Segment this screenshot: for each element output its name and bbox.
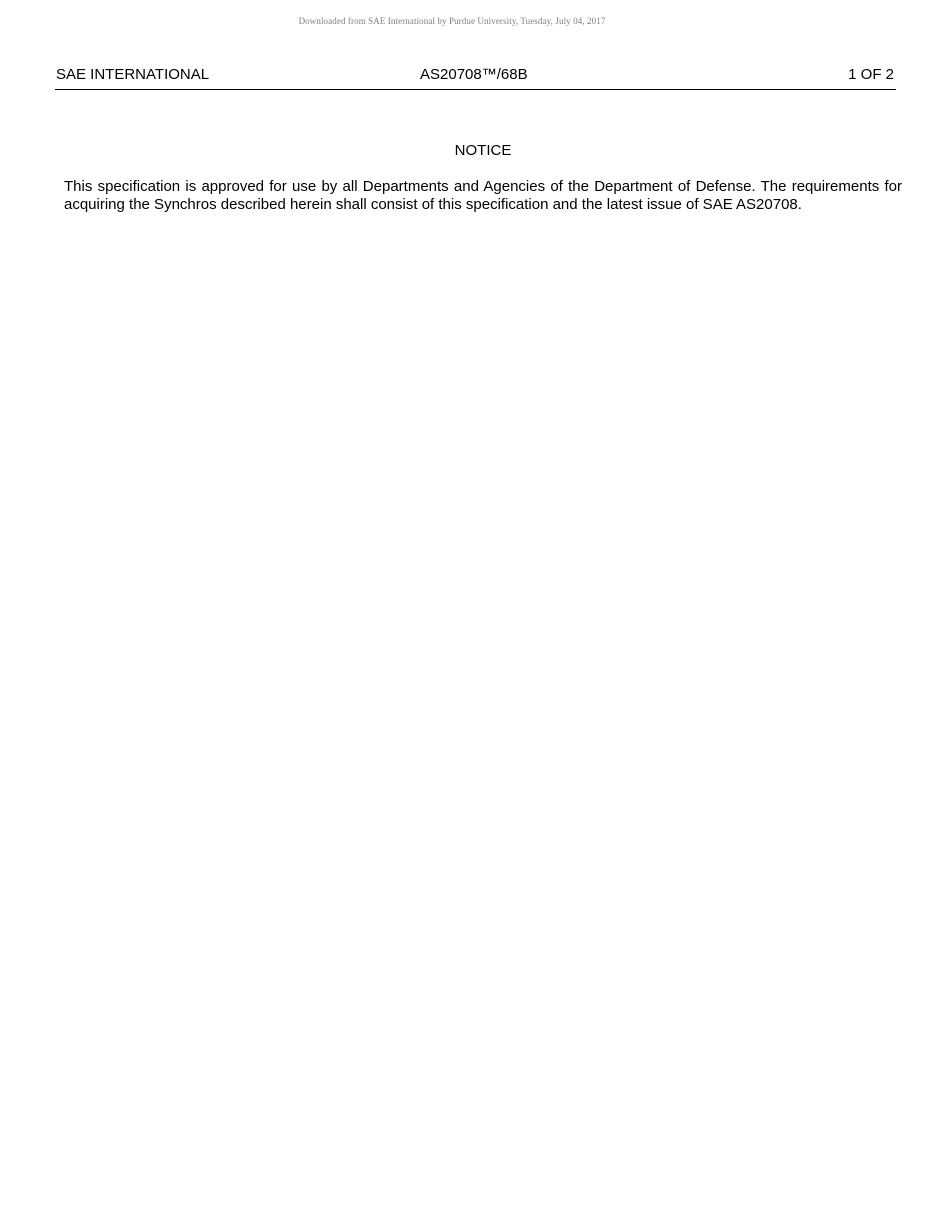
notice-heading: NOTICE: [454, 142, 512, 159]
header-document-number: AS20708™/68B: [420, 66, 528, 83]
header-organization: SAE INTERNATIONAL: [56, 66, 210, 83]
header-page-indicator: 1 OF 2: [848, 66, 894, 83]
notice-paragraph: This specification is approved for use by all Departments and Agencies of the Department of Defense. The requirements for acquiring the Synchros described herein shall consist of this specification and the latest issue of SAE AS20708.: [64, 178, 902, 213]
page-header: [55, 66, 896, 90]
download-watermark: Downloaded from SAE International by Purdue University, Tuesday, July 04, 2017: [298, 16, 606, 26]
